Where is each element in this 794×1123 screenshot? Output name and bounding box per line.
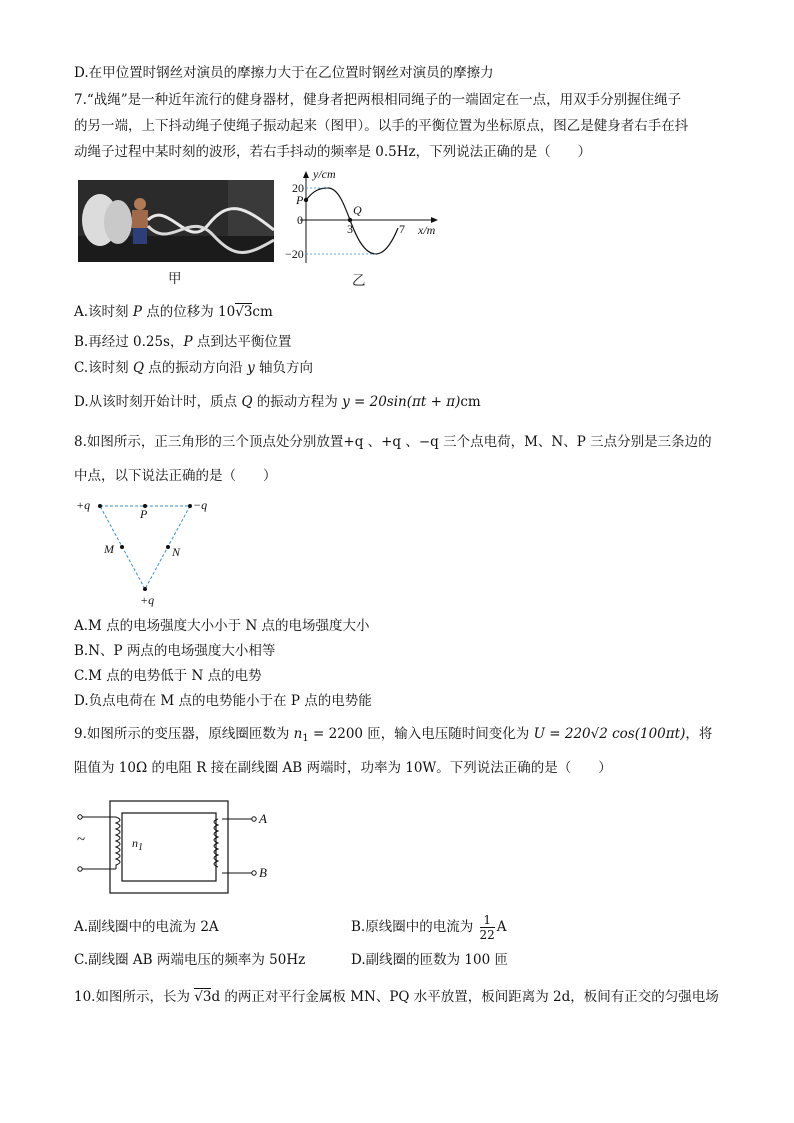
q8-option-d: D.负点电荷在 M 点的电势能小于在 P 点的电势能 — [74, 693, 372, 709]
input-terminal-top — [78, 815, 82, 819]
q9-stem-line-1: 9.如图所示的变压器，原线圈匝数为 $n_1 = 2200$ 匝，输入电压随时间变化为 U = 220√2 cos(100πt)，将 — [74, 726, 713, 744]
x-axis-label: x/m — [418, 223, 436, 237]
q8-option-c: C.M 点的电势低于 N 点的电势 — [74, 668, 262, 684]
charge-tl-label: +q — [76, 498, 91, 512]
q8-stem-line-2: 中点，以下说法正确的是（ ） — [74, 468, 277, 484]
vertex-dot-tl — [98, 504, 102, 508]
tick-minus-20: −20 — [285, 247, 304, 261]
transformer-diagram — [72, 795, 272, 895]
q9-option-b: B.原线圈中的电流为 $\frac{1}{22}$ A — [351, 913, 507, 942]
core-outer — [110, 801, 228, 893]
y-axis-label: y/cm — [313, 167, 336, 181]
battle-rope-photo — [78, 180, 274, 262]
input-terminal-bottom — [78, 867, 82, 871]
midpoint-n-dot — [166, 545, 170, 549]
tick-3: 3 — [347, 222, 353, 236]
point-p-dot — [304, 198, 308, 202]
q9-stem-line-2: 阻值为 10Ω 的电阻 R 接在副线圈 AB 两端时，功率为 10W。下列说法正确的是（ ） — [74, 760, 612, 776]
q8-option-a: A.M 点的电场强度大小小于 N 点的电场强度大小 — [74, 618, 370, 634]
charge-tr-label: −q — [193, 498, 208, 512]
primary-coil-label: $n_1$ — [132, 836, 143, 853]
figure-yi-label: 乙 — [352, 273, 366, 289]
q7-option-d: D.从该时刻开始计时，质点 Q 的振动方程为 y = 20sin(πt + π)cm — [74, 394, 481, 410]
q7-option-a: A.该时刻 P 点的位移为 10√3cm — [74, 304, 273, 320]
q7-stem-line-3: 动绳子过程中某时刻的波形，若右手抖动的频率是 0.5Hz，下列说法正确的是（ ） — [74, 144, 592, 160]
fraction-1-22: $\frac{1}{22}$ — [479, 913, 495, 942]
q9-option-d: D.副线圈的匝数为 100 匝 — [351, 952, 508, 968]
q7-option-b: B.再经过 0.25s，P 点到达平衡位置 — [74, 334, 292, 350]
terminal-b-dot — [252, 871, 256, 875]
tick-7: 7 — [399, 222, 405, 236]
tick-20: 20 — [292, 181, 304, 195]
q7-stem-line-1: 7.“战绳”是一种近年流行的健身器材，健身者把两根相同绳子的一端固定在一点，用双手分别握住绳子 — [74, 92, 682, 108]
point-m-label: M — [104, 542, 114, 556]
wave-graph — [286, 168, 446, 268]
terminal-a-dot — [252, 817, 256, 821]
midpoint-m-dot — [120, 545, 124, 549]
terminal-a-label: A — [259, 811, 267, 826]
point-p-label: P — [140, 507, 148, 521]
q8-option-b: B.N、P 两点的电场强度大小相等 — [74, 643, 276, 659]
tick-0: 0 — [297, 213, 303, 227]
ac-source-tilde: ~ — [77, 832, 86, 848]
terminal-b-label: B — [259, 865, 267, 880]
point-n-label: N — [172, 545, 181, 559]
charge-bottom-label: +q — [140, 593, 155, 607]
wave-curve — [306, 188, 398, 254]
q6-option-d: D.在甲位置时钢丝对演员的摩擦力大于在乙位置时钢丝对演员的摩擦力 — [74, 65, 494, 81]
vertex-dot-bottom — [143, 587, 147, 591]
q7-option-c: C.该时刻 Q 点的振动方向沿 y 轴负方向 — [74, 360, 314, 376]
q7-stem-line-2: 的另一端，上下抖动绳子使绳子振动起来（图甲）。以手的平衡位置为坐标原点，图乙是健身者右手在抖 — [74, 118, 689, 134]
figure-jia-label: 甲 — [168, 271, 182, 287]
primary-coil — [116, 817, 120, 869]
q9-option-c: C.副线圈 AB 两端电压的频率为 50Hz — [74, 952, 306, 968]
point-q-label: Q — [353, 203, 362, 217]
q9-option-a: A.副线圈中的电流为 2A — [74, 919, 219, 935]
point-p-label: P — [296, 193, 304, 207]
vertex-dot-tr — [188, 504, 192, 508]
q8-stem-line-1: 8.如图所示，正三角形的三个顶点处分别放置+q 、+q 、−q 三个点电荷，M、N、P 三点分别是三条边的 — [74, 434, 712, 450]
q10-stem: 10.如图所示，长为 √3d 的两正对平行金属板 MN、PQ 水平放置，板间距离为 2d，板间有正交的匀强电场 — [74, 989, 719, 1005]
